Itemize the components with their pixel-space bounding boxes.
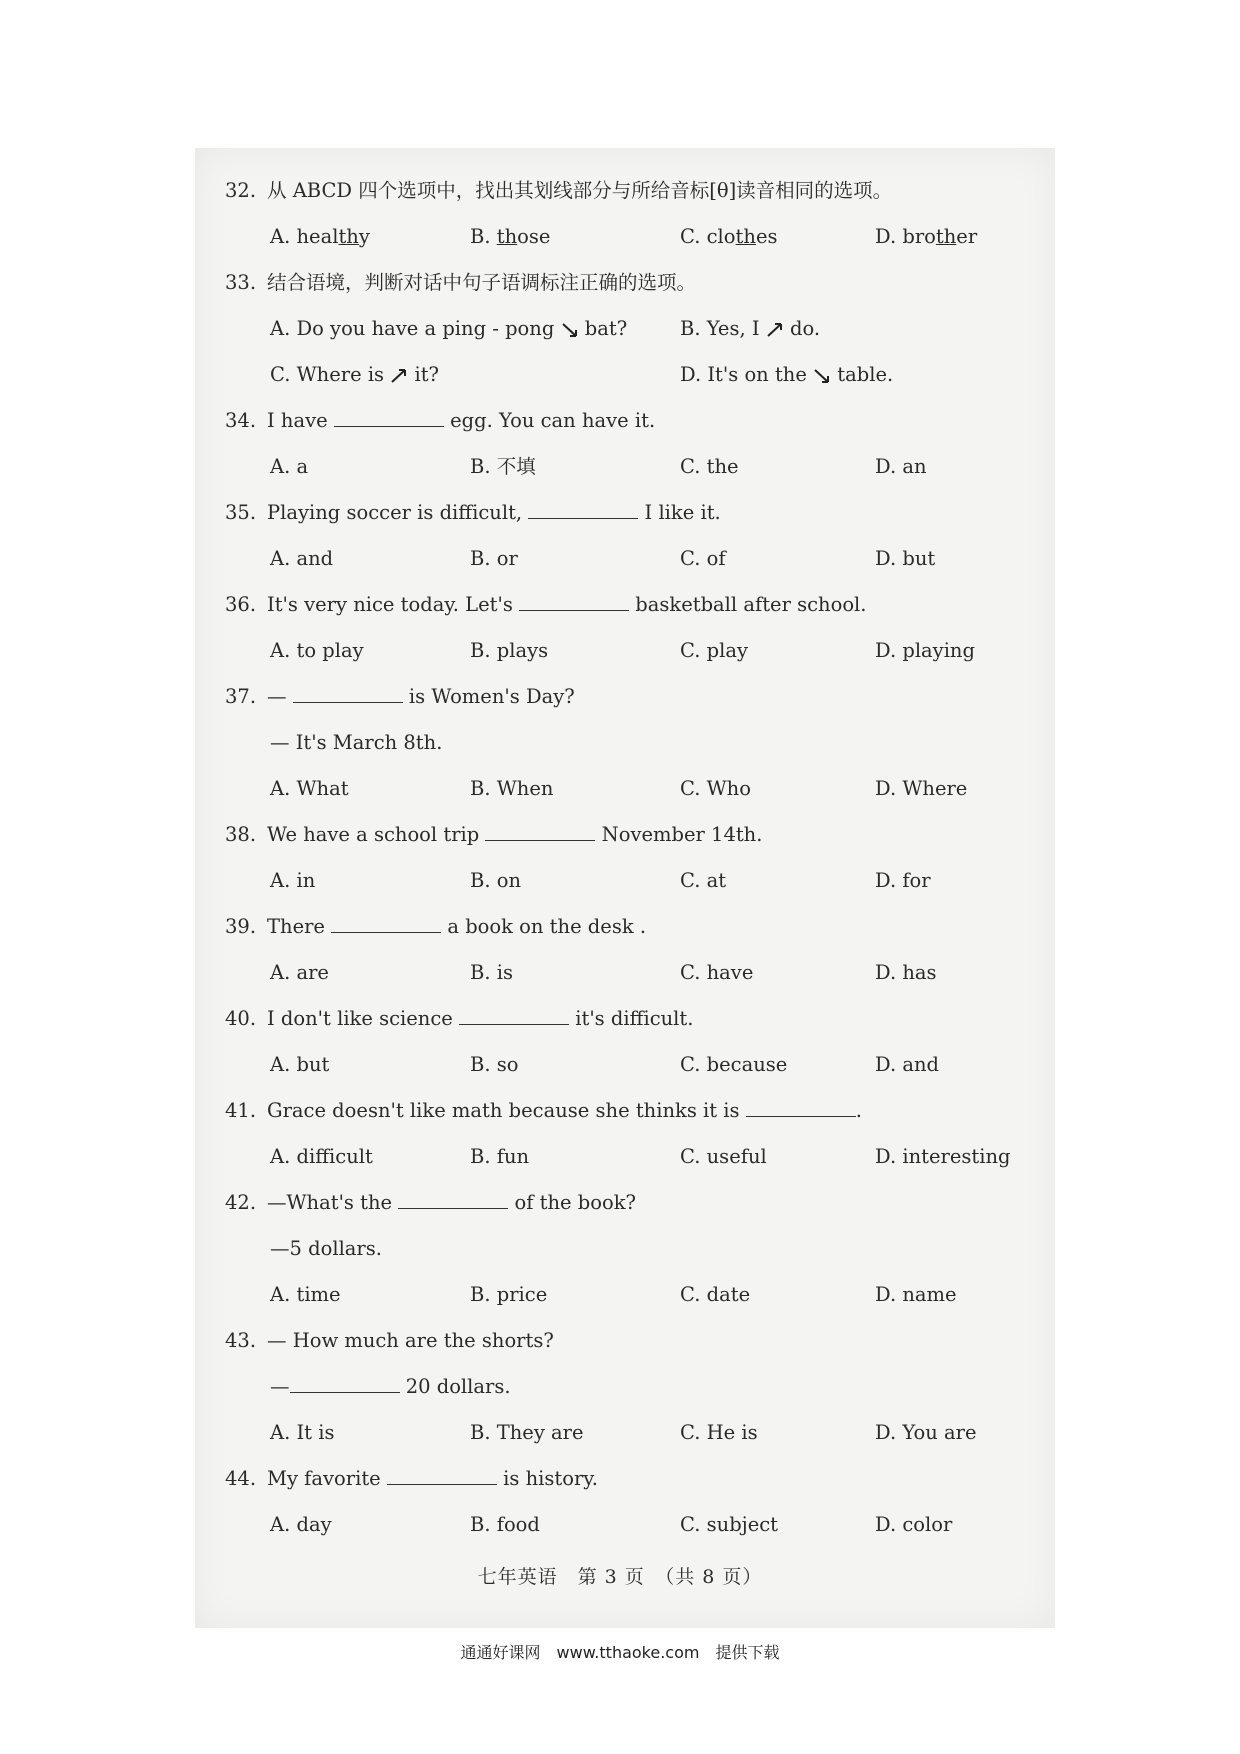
dialogue-answer: — 20 dollars. — [225, 1364, 1045, 1410]
question-number: 33. — [225, 271, 257, 294]
option-b: B. is — [470, 961, 513, 984]
options-39 — [225, 950, 1045, 996]
option-c: C. clothes — [680, 225, 778, 248]
option-d: D. and — [875, 1053, 940, 1076]
question-36 — [225, 582, 1045, 628]
option-a: A. difficult — [270, 1145, 373, 1168]
option-a: A. in — [270, 869, 316, 892]
answer-blank — [398, 1186, 508, 1209]
option-d: D. Where — [875, 777, 968, 800]
option-a: A. It is — [270, 1421, 335, 1444]
answer-blank — [290, 1370, 400, 1393]
option-b: B. 不填 — [470, 455, 536, 478]
question-34 — [225, 398, 1045, 444]
option-a: A. are — [270, 961, 329, 984]
option-b: B. or — [470, 547, 518, 570]
answer-blank — [387, 1462, 497, 1485]
option-b: B. fun — [470, 1145, 530, 1168]
question-text-pre: I don't like science — [267, 1007, 453, 1030]
option-d: D. It's on the table. — [680, 363, 894, 386]
question-text-pre: My favorite — [267, 1467, 381, 1490]
falling-tone-arrow-icon — [813, 367, 831, 385]
option-d: D. interesting — [875, 1145, 1011, 1168]
option-c: C. have — [680, 961, 754, 984]
option-a: A. Do you have a ping - pong bat? — [270, 317, 628, 340]
dialogue-answer-text: 20 dollars. — [405, 1375, 511, 1398]
option-d: D. but — [875, 547, 936, 570]
question-38 — [225, 812, 1045, 858]
options-40 — [225, 1042, 1045, 1088]
answer-blank — [459, 1002, 569, 1025]
question-number: 32. — [225, 179, 257, 202]
options-36 — [225, 628, 1045, 674]
question-list — [225, 168, 1045, 1548]
option-c: C. play — [680, 639, 748, 662]
option-a: A. time — [270, 1283, 341, 1306]
question-text: 从 ABCD 四个选项中，找出其划线部分与所给音标[θ]读音相同的选项。 — [267, 179, 893, 202]
question-text-pre: Grace doesn't like math because she thinks it is — [267, 1099, 740, 1122]
question-number: 36. — [225, 593, 257, 616]
question-number: 38. — [225, 823, 257, 846]
option-b: B. Yes, I do. — [680, 317, 821, 340]
answer-blank — [334, 404, 444, 427]
options-35 — [225, 536, 1045, 582]
question-number: 44. — [225, 1467, 257, 1490]
question-text-post: November 14th. — [601, 823, 763, 846]
option-b: B. food — [470, 1513, 540, 1536]
option-b: B. on — [470, 869, 522, 892]
falling-tone-arrow-icon — [561, 321, 579, 339]
options-41 — [225, 1134, 1045, 1180]
question-number: 43. — [225, 1329, 257, 1352]
question-text-pre: I have — [267, 409, 328, 432]
question-text-pre: Playing soccer is difficult, — [267, 501, 523, 524]
option-d: D. color — [875, 1513, 953, 1536]
option-d: D. for — [875, 869, 931, 892]
option-c: C. the — [680, 455, 739, 478]
question-text-pre: — — [267, 685, 287, 708]
question-number: 34. — [225, 409, 257, 432]
question-number: 37. — [225, 685, 257, 708]
question-text-post: egg. You can have it. — [450, 409, 656, 432]
options-37 — [225, 766, 1045, 812]
option-c: C. Who — [680, 777, 751, 800]
question-33 — [225, 260, 1045, 306]
question-text-post: I like it. — [644, 501, 721, 524]
question-32 — [225, 168, 1045, 214]
option-b: B. those — [470, 225, 551, 248]
option-c: C. of — [680, 547, 726, 570]
option-a: A. What — [270, 777, 349, 800]
answer-blank — [485, 818, 595, 841]
question-text-pre: It's very nice today. Let's — [267, 593, 513, 616]
question-text-pre: We have a school trip — [267, 823, 480, 846]
answer-blank — [293, 680, 403, 703]
option-d: D. playing — [875, 639, 975, 662]
option-a: A. and — [270, 547, 334, 570]
options-33-ab — [225, 306, 1045, 352]
option-c: C. because — [680, 1053, 788, 1076]
question-text-post: . — [855, 1099, 862, 1122]
question-44 — [225, 1456, 1045, 1502]
option-a: A. healthy — [270, 225, 370, 248]
option-a: A. a — [270, 455, 309, 478]
option-d: D. name — [875, 1283, 957, 1306]
option-b: B. so — [470, 1053, 519, 1076]
question-text-post: basketball after school. — [635, 593, 867, 616]
options-44 — [225, 1502, 1045, 1548]
question-text-pre: There — [267, 915, 325, 938]
question-number: 42. — [225, 1191, 257, 1214]
option-c: C. subject — [680, 1513, 779, 1536]
question-37 — [225, 674, 1045, 720]
question-text-post: is Women's Day? — [408, 685, 575, 708]
option-d: D. an — [875, 455, 927, 478]
rising-tone-arrow-icon — [766, 321, 784, 339]
question-text-post: of the book? — [514, 1191, 637, 1214]
question-text-pre: —What's the — [267, 1191, 393, 1214]
page-number-footer: 七年英语 第 3 页 （共 8 页） — [477, 1566, 763, 1588]
option-c: C. Where is it? — [270, 363, 440, 386]
question-number: 41. — [225, 1099, 257, 1122]
option-b: B. price — [470, 1283, 548, 1306]
option-d: D. You are — [875, 1421, 977, 1444]
options-33-cd — [225, 352, 1045, 398]
option-c: C. He is — [680, 1421, 758, 1444]
option-b: B. plays — [470, 639, 549, 662]
options-43 — [225, 1410, 1045, 1456]
question-40 — [225, 996, 1045, 1042]
option-d: D. has — [875, 961, 937, 984]
question-text-post: is history. — [503, 1467, 598, 1490]
option-b: B. They are — [470, 1421, 584, 1444]
question-number: 35. — [225, 501, 257, 524]
answer-blank — [528, 496, 638, 519]
option-b: B. When — [470, 777, 554, 800]
question-number: 40. — [225, 1007, 257, 1030]
option-c: C. date — [680, 1283, 751, 1306]
options-34 — [225, 444, 1045, 490]
options-32 — [225, 214, 1045, 260]
answer-blank — [519, 588, 629, 611]
question-text: 结合语境，判断对话中句子语调标注正确的选项。 — [267, 271, 697, 294]
option-c: C. at — [680, 869, 727, 892]
rising-tone-arrow-icon — [390, 367, 408, 385]
options-42 — [225, 1272, 1045, 1318]
question-39 — [225, 904, 1045, 950]
question-41 — [225, 1088, 1045, 1134]
question-42 — [225, 1180, 1045, 1226]
options-38 — [225, 858, 1045, 904]
option-a: A. to play — [270, 639, 364, 662]
option-c: C. useful — [680, 1145, 767, 1168]
question-43 — [225, 1318, 1045, 1364]
dialogue-answer: —5 dollars. — [270, 1237, 382, 1260]
option-d: D. brother — [875, 225, 978, 248]
answer-blank — [746, 1094, 856, 1117]
option-a: A. but — [270, 1053, 330, 1076]
question-35 — [225, 490, 1045, 536]
question-text: — How much are the shorts? — [267, 1329, 554, 1352]
question-number: 39. — [225, 915, 257, 938]
question-text-post: it's difficult. — [575, 1007, 694, 1030]
question-text-post: a book on the desk . — [447, 915, 647, 938]
answer-blank — [331, 910, 441, 933]
option-a: A. day — [270, 1513, 332, 1536]
dialogue-answer: — It's March 8th. — [270, 731, 443, 754]
source-site-footer: 通通好课网 www.tthaoke.com 提供下载 — [460, 1643, 780, 1662]
